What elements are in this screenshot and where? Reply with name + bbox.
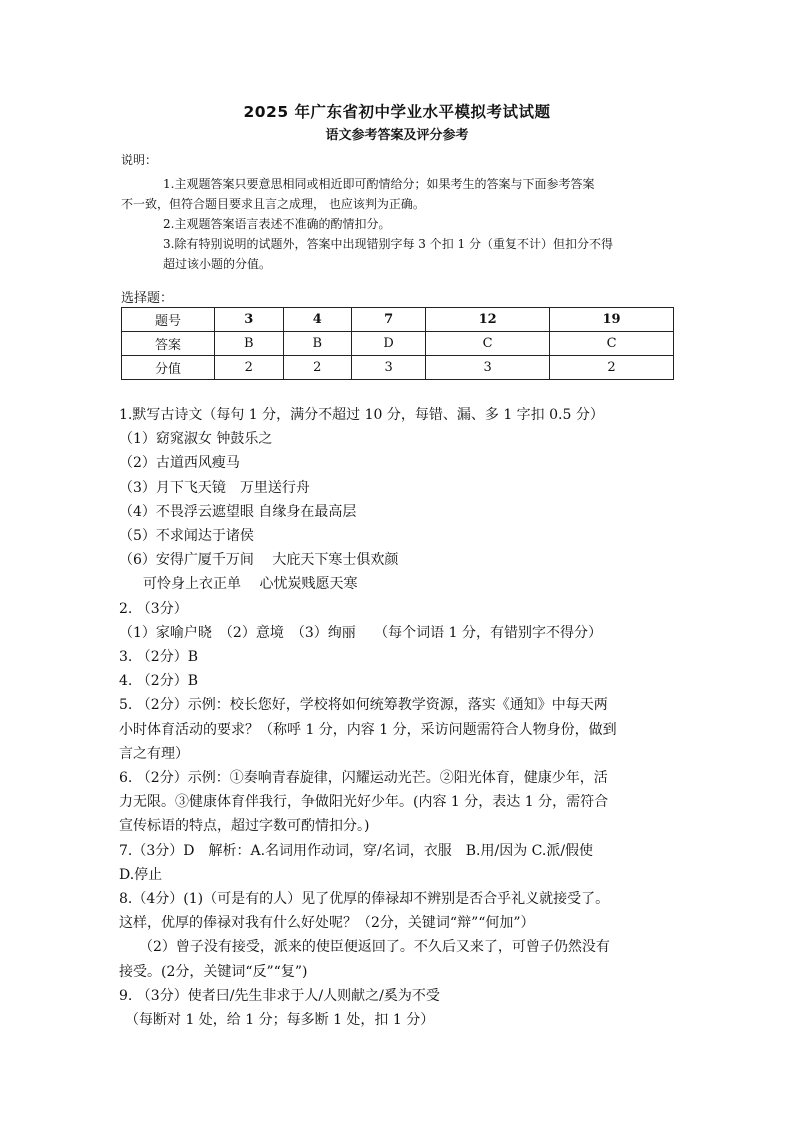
note-2: 2.主观题答案语言表述不准确的酌情扣分。 <box>163 217 391 231</box>
answer-9-line-1: 9. （3分）使者曰/先生非求于人/人则献之/奚为不受 <box>119 987 440 1004</box>
answer-line: 可怜身上衣正单 心忧炭贱愿天寒 <box>143 576 358 593</box>
table-cell: 4 <box>283 308 352 332</box>
table-cell: C <box>550 332 674 356</box>
instructions-label: 说明： <box>121 153 158 167</box>
table-cell: 7 <box>352 308 426 332</box>
answer-line: （5）不求闻达于诸侯 <box>119 528 254 545</box>
table-cell: 19 <box>550 308 674 332</box>
answer-8-line-3: （2）曾子没有接受，派来的使臣便返回了。不久后又来了，可曾子仍然没有 <box>139 939 610 956</box>
answer-7-line-2: D.停止 <box>119 866 163 883</box>
answer-5-line-1: 5. （2分）示例：校长您好，学校将如何统筹教学资源，落实《通知》中每天两 <box>119 697 608 714</box>
answer-2-heading: 2. （3分） <box>119 600 188 617</box>
answer-line: （4）不畏浮云遮望眼 自缘身在最高层 <box>119 503 357 520</box>
table-cell: 3 <box>352 356 426 380</box>
answer-8-line-2: 这样，优厚的俸禄对我有什么好处呢？（2分，关键词“辩”“何加”） <box>119 915 535 932</box>
answer-line: （6）安得广厦千万间 大庇天下寒士俱欢颜 <box>119 552 399 569</box>
instructions-section <box>121 150 681 274</box>
table-cell: B <box>283 332 352 356</box>
table-cell: 分值 <box>122 356 215 380</box>
answer-7-line-1: 7.（3分）D 解析：A.名词用作动词，穿/名词，衣服 B.用/因为 C.派/假使 <box>119 842 594 859</box>
choice-answer-table <box>121 307 674 380</box>
answer-line: （1）家喻户晓 （2）意境 （3）绚丽 （每个词语 1 分，有错别字不得分） <box>119 624 602 641</box>
table-cell: 3 <box>215 308 284 332</box>
answer-line: （1）窈窕淑女 钟鼓乐之 <box>119 431 273 448</box>
answer-4: 4. （2分）B <box>119 673 199 690</box>
answer-6-line-2: 力无限。③健康体育伴我行，争做阳光好少年。(内容 1 分，表达 1 分，需符合 <box>119 794 609 811</box>
page-title: 2025 年广东省初中学业水平模拟考试试题 <box>243 103 551 121</box>
answer-3: 3. （2分）B <box>119 649 199 666</box>
answer-line: （3）月下飞天镜 万里送行舟 <box>119 479 310 496</box>
table-row-header <box>122 308 674 332</box>
table-cell: B <box>215 332 284 356</box>
table-row-answers <box>122 332 674 356</box>
answer-9-line-2: （每断对 1 处，给 1 分；每多断 1 处，扣 1 分） <box>125 1012 435 1029</box>
answer-8-line-1: 8.（4分）(1)（可是有的人）见了优厚的俸禄却不辨别是否合乎礼义就接受了。 <box>119 891 610 908</box>
choice-section-label: 选择题： <box>121 291 174 306</box>
table-cell: D <box>352 332 426 356</box>
note-1-line-2: 不一致，但符合题目要求且言之成理， 也应该判为正确。 <box>121 197 425 211</box>
table-cell: 2 <box>550 356 674 380</box>
table-row-scores <box>122 356 674 380</box>
table-cell: 3 <box>426 356 550 380</box>
page-subtitle: 语文参考答案及评分参考 <box>325 128 469 143</box>
answers-section <box>119 403 679 1032</box>
answer-1-heading: 1.默写古诗文（每句 1 分，满分不超过 10 分，每错、漏、多 1 字扣 0.5 分） <box>119 407 604 423</box>
table-cell: C <box>426 332 550 356</box>
note-3-line-2: 超过该小题的分值。 <box>163 257 272 271</box>
table-cell: 题号 <box>122 308 215 332</box>
table-cell: 12 <box>426 308 550 332</box>
answer-6-line-3: 宣传标语的特点，超过字数可酌情扣分。) <box>119 818 370 835</box>
answer-5-line-2: 小时体育活动的要求？（称呼 1 分，内容 1 分，采访问题需符合人物身份，做到 <box>119 721 617 738</box>
table-cell: 2 <box>283 356 352 380</box>
answer-5-line-3: 言之有理） <box>119 745 189 762</box>
answer-line: （2）古道西风瘦马 <box>119 455 240 472</box>
answer-8-line-4: 接受。(2分，关键词“反”“复”) <box>119 963 308 980</box>
answer-6-line-1: 6. （2分）示例：①奏响青春旋律，闪耀运动光芒。②阳光体育，健康少年，活 <box>119 770 608 787</box>
note-1-line-1: 1.主观题答案只要意思相同或相近即可酌情给分；如果考生的答案与下面参考答案 <box>163 177 595 191</box>
table-cell: 2 <box>215 356 284 380</box>
table-cell: 答案 <box>122 332 215 356</box>
note-3-line-1: 3.除有特别说明的试题外，答案中出现错别字每 3 个扣 1 分（重复不计）但扣分不得 <box>163 237 613 251</box>
